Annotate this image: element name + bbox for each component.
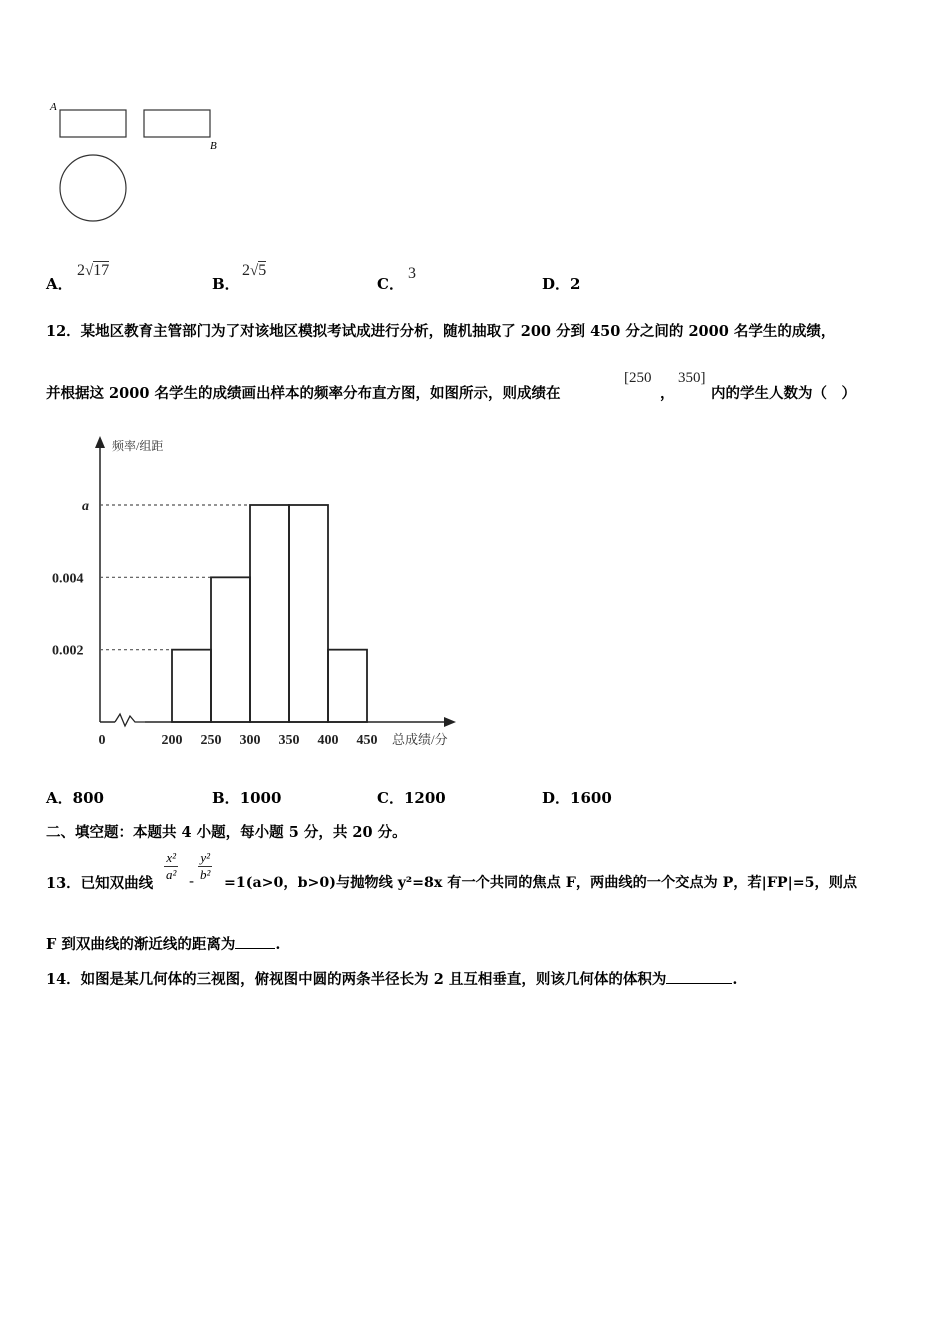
q12-option-a bbox=[46, 787, 104, 808]
q12-line1: 12．某地区教育主管部门为了对该地区模拟考试成进行分析，随机抽取了 200 分到 450 分之间的 2000 名学生的成绩， bbox=[46, 323, 836, 340]
option-letter: C． bbox=[377, 275, 404, 293]
q12-option-c bbox=[377, 787, 446, 808]
q12-option-b bbox=[212, 787, 281, 808]
section-heading: 二、填空题：本题共 4 小题，每小题 5 分，共 20 分。 bbox=[46, 824, 407, 841]
q11-b-coef: 2 bbox=[242, 262, 250, 279]
option-letter: B． bbox=[212, 789, 240, 807]
q11-b-rad: 5 bbox=[258, 262, 267, 279]
q14-body: 14．如图是某几何体的三视图，俯视图中圆的两条半径长为 2 且互相垂直，则该几何体的体积为 bbox=[46, 971, 667, 988]
q13-line2-text: F 到双曲线的渐近线的距离为 bbox=[46, 936, 236, 953]
x-tick-label: 0 bbox=[98, 733, 106, 748]
x-axis-arrow bbox=[444, 717, 456, 727]
fraction-numerator: y² bbox=[198, 850, 212, 867]
answer-blank[interactable] bbox=[235, 934, 275, 949]
histogram-bar bbox=[328, 650, 367, 722]
x-axis-label: 总成绩/分 bbox=[392, 732, 448, 747]
q11-option-c-value: 3 bbox=[408, 265, 416, 282]
histogram-bar bbox=[289, 505, 328, 722]
frequency-histogram bbox=[40, 430, 470, 760]
histogram-bar bbox=[211, 577, 250, 722]
q12-line2-pre: 并根据这 2000 名学生的成绩画出样本的频率分布直方图，如图所示，则成绩在 bbox=[46, 385, 561, 402]
q12-interval-right: 350] bbox=[678, 370, 706, 386]
q13-line1-rest: =1(a>0，b>0)与抛物线 y²=8x 有一个共同的焦点 F，两曲线的一个交点为 P，若|FP|=5，则点 bbox=[224, 875, 858, 891]
q13-fraction-x bbox=[164, 850, 178, 883]
q14-text bbox=[46, 968, 737, 989]
axis-break bbox=[115, 714, 145, 726]
three-view-figure bbox=[40, 95, 240, 235]
option-value: 1600 bbox=[570, 789, 612, 807]
x-tick-label: 450 bbox=[356, 733, 378, 748]
label-b: B bbox=[210, 140, 217, 152]
x-tick-label: 250 bbox=[200, 733, 222, 748]
y-axis-label: 频率/组距 bbox=[112, 439, 164, 453]
q13-minus: - bbox=[189, 872, 195, 890]
option-letter: B． bbox=[212, 275, 240, 293]
q11-option-b bbox=[212, 273, 240, 294]
fraction-denominator: a² bbox=[166, 867, 177, 882]
histogram-bar bbox=[172, 650, 211, 722]
option-value: 1200 bbox=[403, 789, 446, 807]
q11-option-b-value: 2√5 bbox=[242, 262, 267, 279]
option-value: 1000 bbox=[239, 789, 282, 807]
q11-option-c bbox=[377, 273, 404, 294]
q11-a-coef: 2 bbox=[77, 262, 85, 279]
q12-option-d bbox=[542, 787, 612, 808]
option-letter: A． bbox=[46, 789, 73, 807]
fraction-denominator: b² bbox=[200, 867, 211, 882]
fraction-numerator: x² bbox=[164, 850, 178, 867]
q14-end: . bbox=[732, 971, 738, 988]
label-a: A bbox=[50, 101, 57, 113]
x-tick-label: 400 bbox=[317, 733, 339, 748]
q12-interval-comma: ， bbox=[660, 385, 675, 402]
x-tick-label: 200 bbox=[161, 733, 183, 748]
y-tick-label: 0.002 bbox=[52, 643, 84, 659]
q11-option-d bbox=[542, 273, 580, 294]
q13-line2 bbox=[46, 933, 280, 954]
x-tick-label: 300 bbox=[239, 733, 261, 748]
option-value: 2 bbox=[570, 275, 581, 293]
x-tick-label: 350 bbox=[278, 733, 300, 748]
q13-number: 13．已知双曲线 bbox=[46, 875, 154, 892]
q11-option-a-value: 2√17 bbox=[77, 262, 110, 279]
q13-line2-end: . bbox=[275, 936, 281, 953]
front-view-rect bbox=[60, 110, 126, 137]
answer-blank[interactable] bbox=[666, 969, 732, 984]
q13-fraction-y bbox=[198, 850, 212, 883]
top-view-circle bbox=[60, 155, 126, 221]
q12-interval-left: [250 bbox=[624, 370, 652, 386]
q11-a-rad: 17 bbox=[93, 262, 110, 279]
y-tick-label: 0.004 bbox=[52, 571, 84, 587]
option-letter: A． bbox=[46, 275, 73, 293]
option-letter: C． bbox=[377, 789, 404, 807]
option-letter: D． bbox=[542, 275, 571, 293]
option-letter: D． bbox=[542, 789, 571, 807]
q12-line2-post: 内的学生人数为（ ） bbox=[711, 385, 856, 402]
side-view-rect bbox=[144, 110, 210, 137]
y-tick-label: a bbox=[82, 499, 89, 514]
histogram-bar bbox=[250, 505, 289, 722]
y-axis-arrow bbox=[95, 436, 105, 448]
option-value: 800 bbox=[72, 789, 104, 807]
q11-option-a bbox=[46, 273, 73, 294]
